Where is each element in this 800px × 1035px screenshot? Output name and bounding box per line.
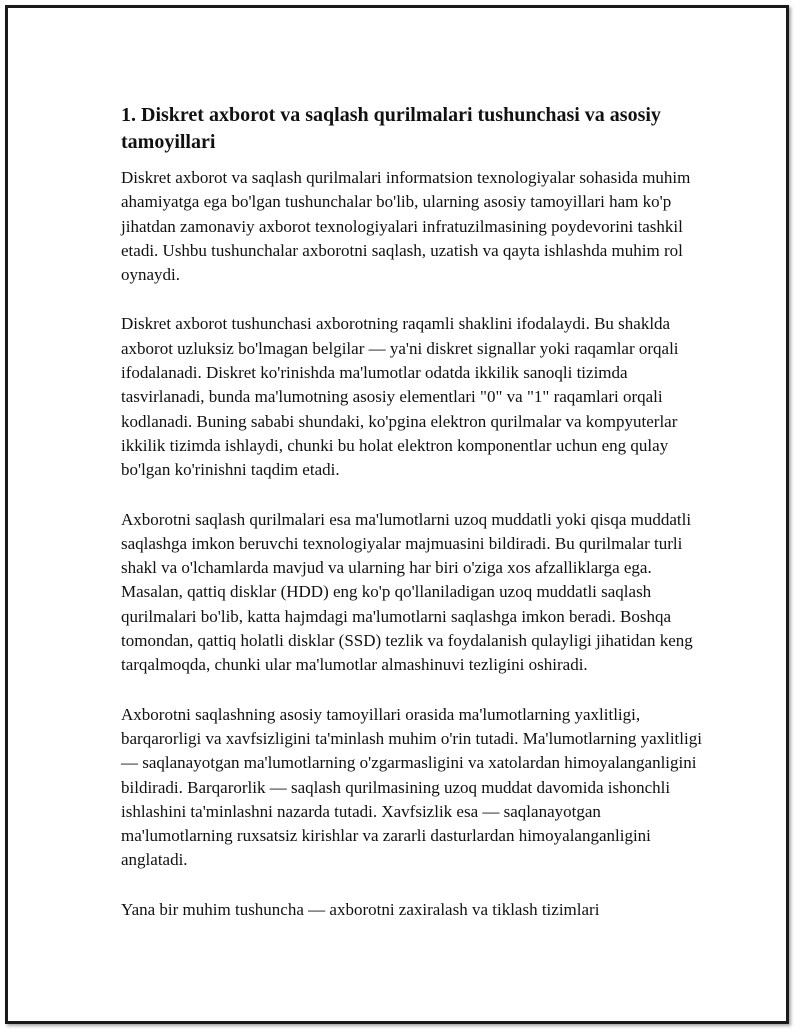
paragraph-intro: Diskret axborot va saqlash qurilmalari informatsion texnologiyalar sohasida muhim ahamiyatga ega bo'lgan tushunchalar bo'lib, ularning asosiy tamoyillari ham ko'p jihatdan zamonaviy axborot texnologiyalari infratuzilmasining poydevorini tashkil etadi. Ushbu tushunchalar axborotni saqlash, uzatish va qayta ishlashda muhim rol oynaydi. [121, 168, 691, 285]
paragraph-storage-devices: Axborotni saqlash qurilmalari esa ma'lumotlarni uzoq muddatli yoki qisqa muddatli saqlashga imkon beruvchi texnologiyalar majmuasini bildiradi. Bu qurilmalar turli shakl va o'lchamlarda mavjud va ularning har biri o'ziga xos afzalliklarga ega. Masalan, qattiq disklar (HDD) eng ko'p qo'llaniladigan uzoq muddatli saqlash qurilmalari bo'lib, katta hajmdagi ma'lumotlarni saqlashga imkon beradi. Boshqa tomondan, qattiq holatli disklar (SSD) tezlik va foydalanish qulayligi jihatidan keng tarqalmoqda, chunki ular ma'lumotlar almashinuvi tezligini oshiradi. [121, 509, 693, 675]
paragraph-storage-principles: Axborotni saqlashning asosiy tamoyillari orasida ma'lumotlarning yaxlitligi, barqarorligi va xavfsizligini ta'minlash muhim o'rin tutadi. Ma'lumotlarning yaxlitligi — saqlanayotgan ma'lumotlarning o'zgarmasligini va xatolardan himoyalanganligini bildiradi. Barqarorlik — saqlash qurilmasining uzoq muddat davomida ishonchli ishlashini ta'minlashni nazarda tutadi. Xavfsizlik esa — saqlanayotgan ma'lumotlarning ruxsatsiz kirishlar va zararli dasturlardan himoyalanganligini anglatadi. [121, 704, 702, 870]
paragraph-discrete-information: Diskret axborot tushunchasi axborotning raqamli shaklini ifodalaydi. Bu shaklda axborot uzluksiz bo'lmagan belgilar — ya'ni diskret signallar yoki raqamlar orqali ifodalanadi. Diskret ko'rinishda ma'lumotlar odatda ikkilik sanoqli tizimda tasvirlanadi, bunda ma'lumotning asosiy elementlari "0" va "1" raqamlari orqali kodlanadi. Buning sababi shundaki, ko'pgina elektron qurilmalar va kompyuterlar ikkilik tizimda ishlaydi, chunki bu holat elektron komponentlar uchun eng qulay bo'lgan ko'rinishni taqdim etadi. [121, 314, 679, 480]
paragraph-backup-recovery: Yana bir muhim tushuncha — axborotni zaxiralash va tiklash tizimlari [121, 899, 600, 919]
document-body [121, 102, 706, 947]
document-page [5, 5, 789, 1024]
section-heading: 1. Diskret axborot va saqlash qurilmalari tushunchasi va asosiy tamoyillari [121, 104, 661, 153]
